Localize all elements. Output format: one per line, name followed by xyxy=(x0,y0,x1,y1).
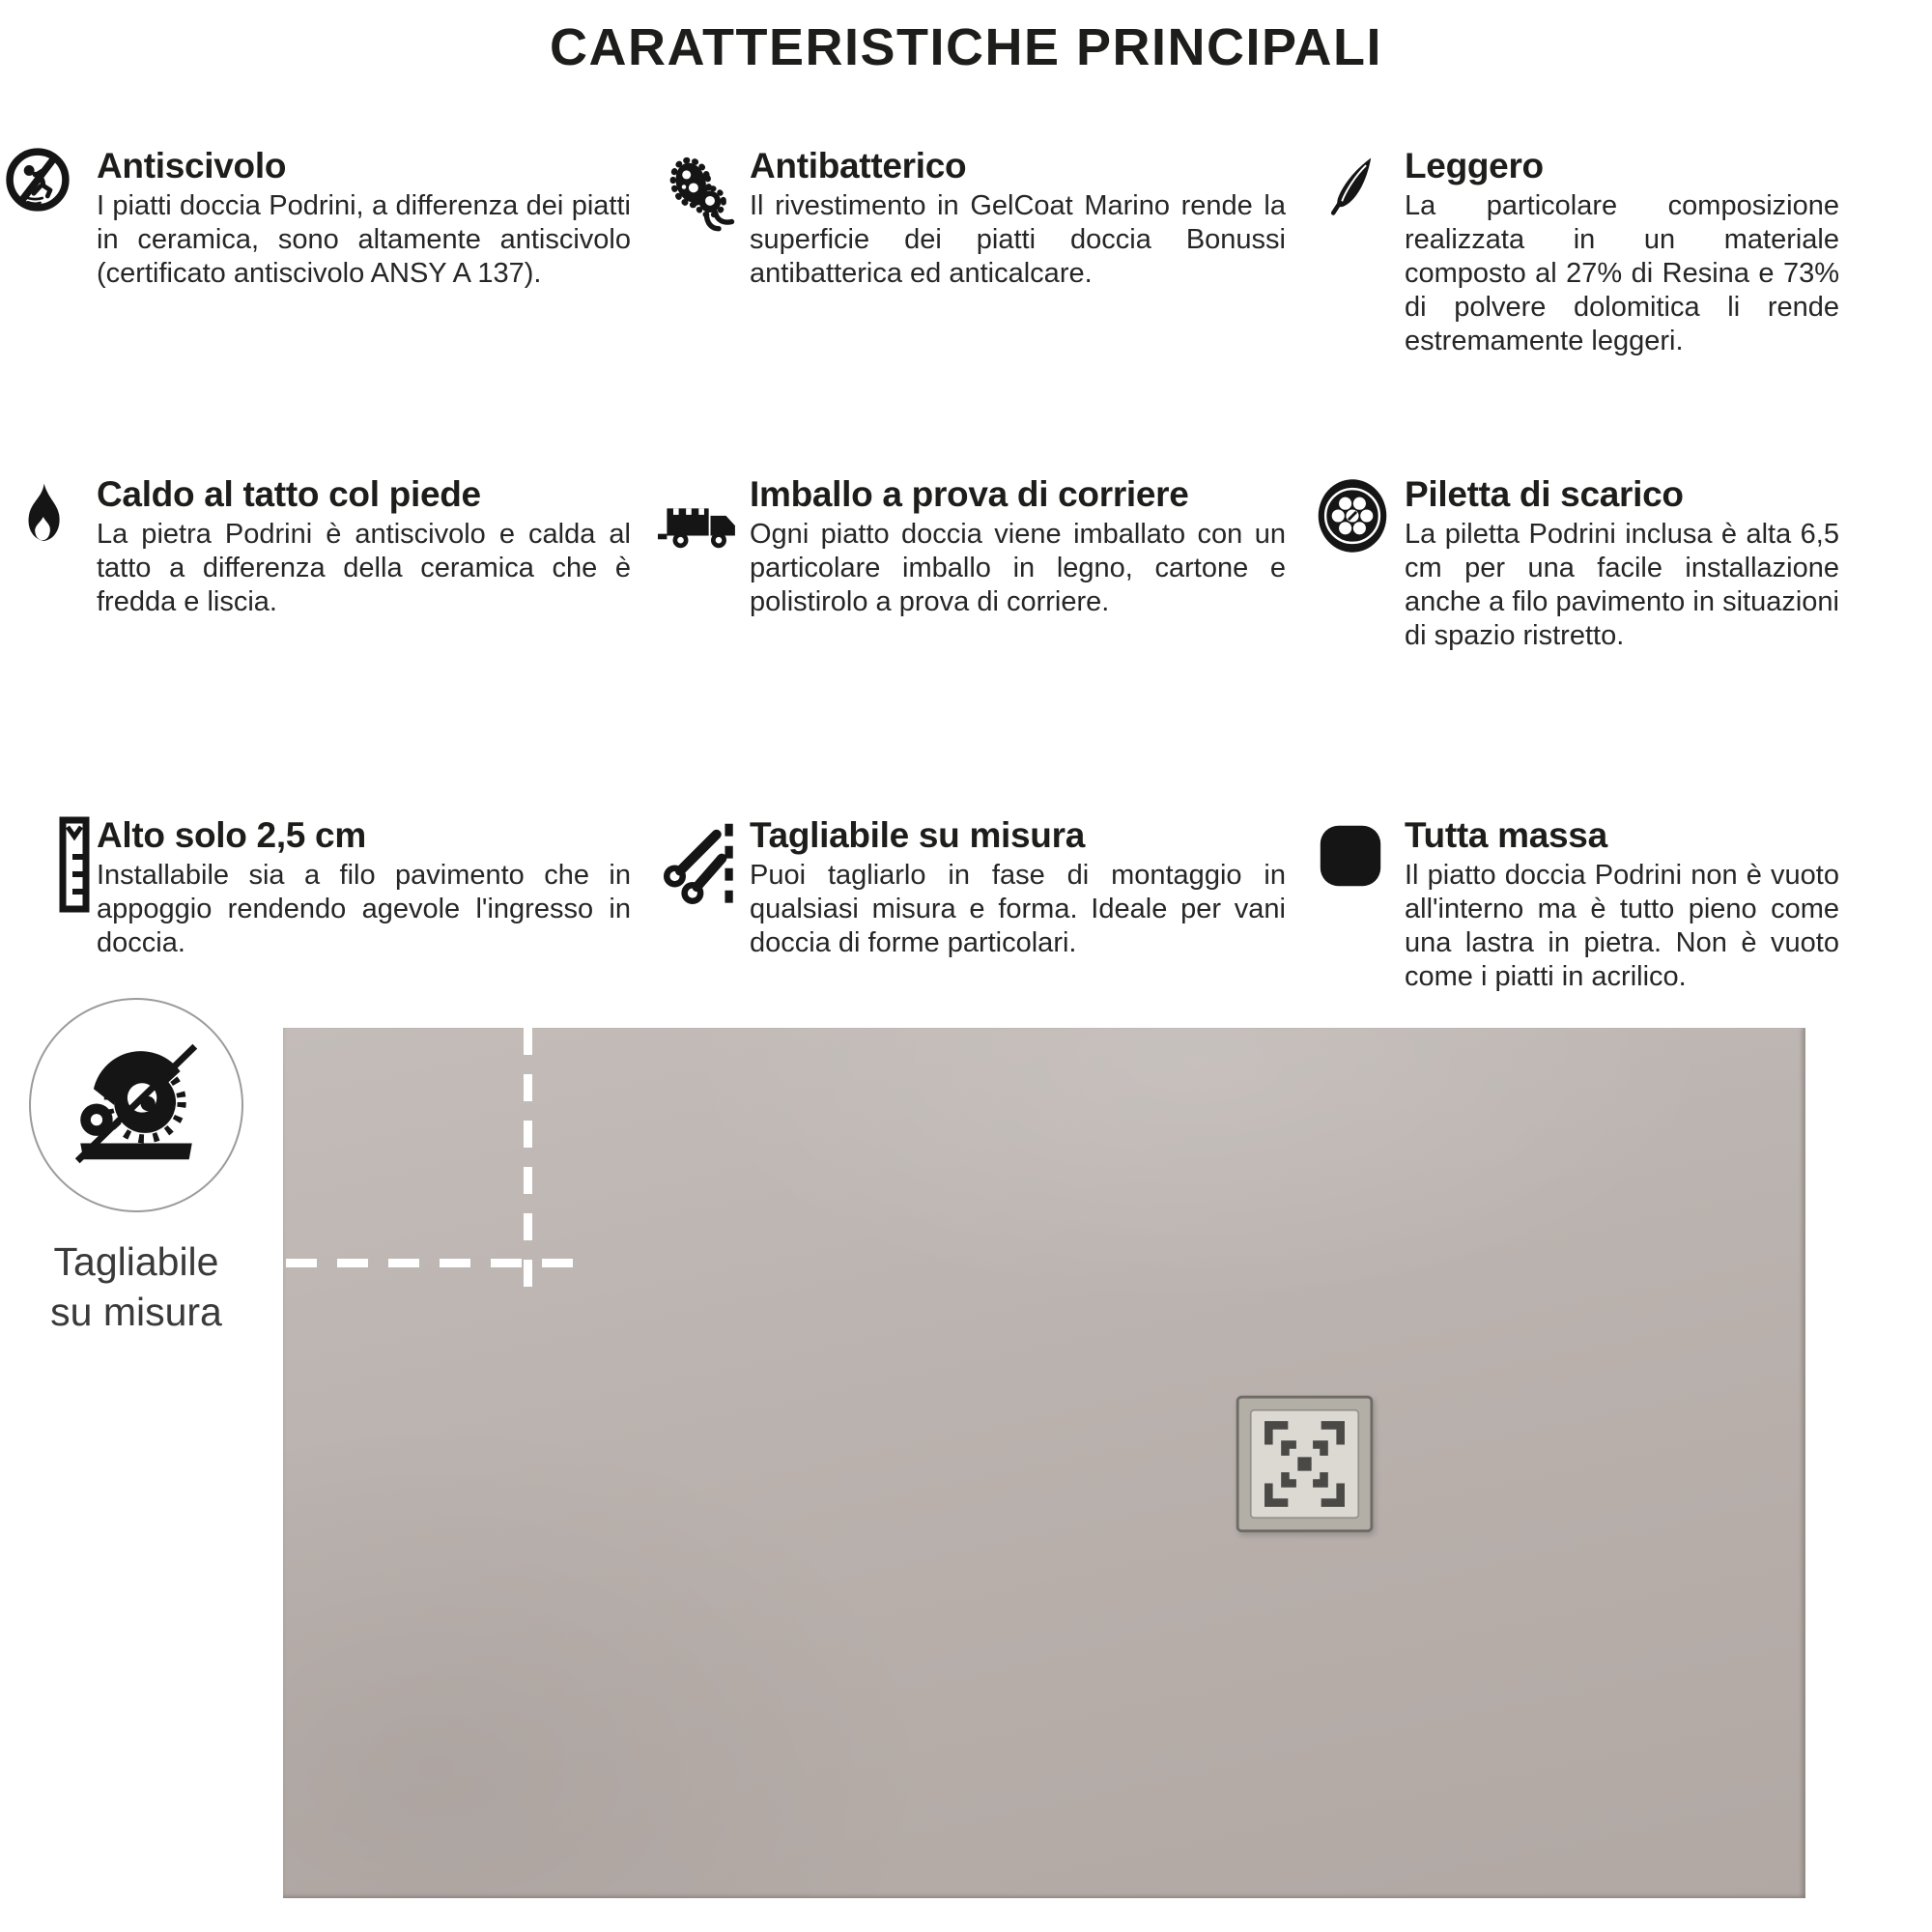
no-slip-icon xyxy=(5,147,71,213)
features-grid xyxy=(5,147,1839,994)
feature-description: Ogni piatto doccia viene imballato con un particolare imballo in legno, cartone e polistirolo a prova di corriere. xyxy=(750,519,1286,617)
feature-description: I piatti doccia Podrini, a differenza dei piatti in ceramica, sono altamente antiscivolo (certificato antiscivolo ANSY A 137). xyxy=(97,190,631,289)
product-photo-shower-tray xyxy=(283,1028,1805,1898)
feature-antibatterico xyxy=(658,147,1286,291)
feature-imballo xyxy=(658,475,1286,619)
feature-title: Piletta di scarico xyxy=(1405,474,1684,514)
feature-description: La pietra Podrini è antiscivolo e calda al tatto a differenza della ceramica che è fredda e liscia. xyxy=(97,519,631,617)
flame-icon xyxy=(5,475,80,558)
feature-tutta-massa xyxy=(1313,816,1839,994)
feature-alto-solo xyxy=(5,816,631,960)
feature-title: Tagliabile su misura xyxy=(750,815,1085,855)
circular-saw-icon xyxy=(63,1032,210,1179)
ruler-icon xyxy=(59,816,90,913)
feature-title: Tutta massa xyxy=(1405,815,1607,855)
cut-line-horizontal xyxy=(286,1259,586,1267)
feature-antiscivolo xyxy=(5,147,631,291)
feature-title: Antiscivolo xyxy=(97,146,287,185)
feature-piletta xyxy=(1313,475,1839,653)
cut-to-size-label xyxy=(17,1236,255,1337)
page-title: CARATTERISTICHE PRINCIPALI xyxy=(550,18,1382,76)
scissors-icon xyxy=(658,818,747,913)
feature-description: La particolare composizione realizzata in un materiale composto al 27% di Resina e 73% di polvere dolomitica li rende estremamente leggeri. xyxy=(1405,190,1839,356)
feather-icon xyxy=(1321,147,1383,226)
solid-mass-icon xyxy=(1313,818,1388,894)
cut-to-size-badge xyxy=(29,998,243,1212)
feature-title: Caldo al tatto col piede xyxy=(97,474,481,514)
feature-title: Alto solo 2,5 cm xyxy=(97,815,366,855)
feature-title: Imballo a prova di corriere xyxy=(750,474,1189,514)
feature-description: Il rivestimento in GelCoat Marino rende la superficie dei piatti doccia Bonussi antibatterica ed anticalcare. xyxy=(750,190,1286,289)
feature-caldo-al-tatto xyxy=(5,475,631,619)
cut-to-size-label-line1: Tagliabile xyxy=(53,1239,219,1284)
feature-description: La piletta Podrini inclusa è alta 6,5 cm per una facile installazione anche a filo pavimento in situazioni di spazio ristretto. xyxy=(1405,519,1839,651)
drain-icon xyxy=(1313,475,1392,556)
feature-description: Il piatto doccia Podrini non è vuoto all'interno ma è tutto pieno come una lastra in pietra. Non è vuoto come i piatti in acrilico. xyxy=(1405,860,1839,992)
feature-leggero xyxy=(1313,147,1839,358)
feature-description: Installabile sia a filo pavimento che in appoggio rendendo agevole l'ingresso in doccia. xyxy=(97,860,631,958)
delivery-truck-icon xyxy=(658,483,749,574)
feature-description: Puoi tagliarlo in fase di montaggio in qualsiasi misura e forma. Ideale per vani doccia di forme particolari. xyxy=(750,860,1286,958)
drain-grate xyxy=(1236,1395,1374,1533)
bacteria-icon xyxy=(658,147,745,236)
feature-title: Antibatterico xyxy=(750,146,967,185)
feature-tagliabile xyxy=(658,816,1286,960)
cut-to-size-label-line2: su misura xyxy=(50,1290,222,1334)
feature-title: Leggero xyxy=(1405,146,1544,185)
